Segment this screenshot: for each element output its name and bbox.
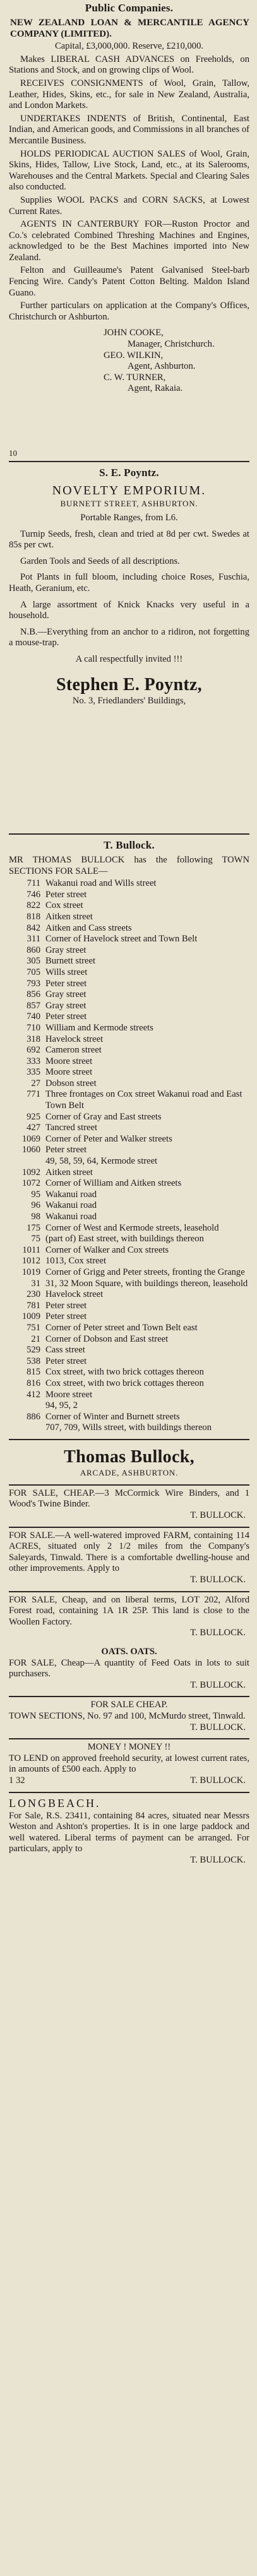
section-number: 711 — [27, 878, 40, 889]
signatory — [9, 373, 249, 395]
signatory-title: Agent, Ashburton. — [128, 361, 196, 372]
section-number: 335 — [27, 1067, 40, 1078]
signatory-name: JOHN COOKE, — [104, 328, 164, 338]
section-row — [9, 979, 249, 990]
section-number: 427 — [27, 1123, 40, 1133]
signatory-title: Manager, Christchurch. — [128, 339, 215, 350]
poyntz-address2: No. 3, Friedlanders' Buildings, — [72, 695, 186, 706]
longbeach-header: LONGBEACH. — [9, 1796, 101, 1810]
section-location: Corner of William and Aitken streets — [45, 1178, 182, 1189]
oats-text: FOR SALE, Cheap—A quantity of Feed Oats in lots to suit purchasers. — [9, 1657, 249, 1679]
section-location: Cass street — [45, 1345, 85, 1356]
section-number: 1019 — [21, 1267, 40, 1277]
section-row — [9, 1078, 249, 1090]
section-row — [9, 1001, 249, 1012]
cheap-ad — [9, 1697, 249, 1739]
poyntz-ad — [9, 480, 249, 835]
section-number: 230 — [27, 1289, 40, 1300]
poyntz-paragraph: Pot Plants in full bloom, including choice Roses, Fuschia, Heath, Geranium, etc. — [9, 572, 249, 593]
for-sale-text: FOR SALE, Cheap, and on liberal terms, LOT 202, Alford Forest road, containing 1A 1R 25P. This land is close to the Woollen Factory. — [9, 1594, 249, 1627]
section-number: 96 — [31, 1200, 40, 1211]
section-row — [9, 1323, 249, 1334]
section-location: 31, 32 Moon Square, with buildings thereon, leasehold — [45, 1278, 248, 1289]
section-number: 781 — [27, 1300, 40, 1311]
oats-header: OATS. OATS. — [101, 1647, 157, 1657]
oats-ad — [9, 1644, 249, 1697]
section-location: Cox street, with two brick cottages thereon — [45, 1378, 204, 1388]
poyntz-paragraph: Garden Tools and Seeds of all descriptions. — [20, 556, 180, 566]
section-location: (part of) East street, with buildings thereon — [45, 1234, 204, 1244]
signatory-name: GEO. WILKIN, — [104, 350, 164, 361]
section-location: Tancred street — [45, 1123, 98, 1133]
section-location: Peter street — [45, 1311, 87, 1322]
section-location: Wakanui road — [45, 1212, 97, 1222]
nz-loan-capital: Capital, £3,000,000. Reserve, £210,000. — [54, 41, 204, 52]
poyntz-paragraphs — [9, 529, 249, 665]
section-location: Gray street — [45, 945, 87, 955]
section-location: Moore street — [45, 1067, 93, 1078]
section-row — [9, 1390, 249, 1401]
section-number: 886 — [27, 1411, 40, 1422]
section-location: Wakanui road — [45, 1200, 97, 1211]
section-location: Havelock street — [45, 1034, 104, 1044]
bullock-name-ad — [9, 1440, 249, 1486]
bullock-address: ARCADE, ASHBURTON. — [80, 1467, 179, 1477]
section-number — [9, 1400, 45, 1412]
section-row — [9, 945, 249, 957]
longbeach-ad — [9, 1793, 249, 1871]
bullock-sections-list — [9, 878, 249, 1434]
section-location: Burnett street — [45, 956, 96, 967]
money-text: TO LEND on approved freehold security, at lowest current rates, in amounts of £500 each. Apply to — [9, 1753, 249, 1775]
bullock-sections-ad — [9, 852, 249, 1440]
for-sale-sign: T. BULLOCK. — [190, 1575, 246, 1585]
section-location: Gray street — [45, 1000, 87, 1011]
section-number: 31 — [31, 1278, 40, 1289]
section-row — [9, 923, 249, 934]
section-row — [9, 1412, 249, 1423]
bullock-name: Thomas Bullock, — [64, 1446, 194, 1467]
section-location: 49, 58, 59, 64, Kermode street — [45, 1156, 158, 1167]
section-row — [9, 900, 249, 912]
section-number: 95 — [31, 1189, 40, 1200]
poyntz-heading: S. E. Poyntz. — [99, 467, 159, 479]
section-location: Peter street — [45, 889, 87, 900]
section-row — [9, 1422, 249, 1434]
poyntz-paragraph: A large assortment of Knick Knacks very useful in a household. — [9, 599, 249, 621]
section-number: 793 — [27, 978, 40, 989]
section-number: 857 — [27, 1000, 40, 1011]
section-location: Cox street — [45, 900, 83, 911]
bullock-intro: MR THOMAS BULLOCK has the following TOWN SECTIONS FOR SALE— — [9, 855, 249, 876]
section-location: Wills street — [45, 967, 88, 977]
section-number: 529 — [27, 1345, 40, 1356]
section-number: 175 — [27, 1222, 40, 1233]
poyntz-address: BURNETT STREET, ASHBURTON. — [60, 499, 198, 508]
nz-loan-paragraph: Supplies WOOL PACKS and CORN SACKS, at Lowest Current Rates. — [9, 194, 249, 217]
section-number: 746 — [27, 889, 40, 900]
section-row — [9, 1267, 249, 1279]
section-number: 305 — [27, 956, 40, 967]
section-row — [9, 1212, 249, 1223]
section-location: Wakanui road — [45, 1189, 97, 1200]
money-ref: 1 32 — [9, 1775, 25, 1786]
section-number: 710 — [27, 1022, 40, 1033]
section-row — [9, 1356, 249, 1368]
for-sale-text: FOR SALE, CHEAP.—3 McCormick Wire Binders, and 1 Wood's Twine Binder. — [9, 1488, 249, 1510]
nz-loan-paragraph: UNDERTAKES INDENTS of British, Continental, East Indian, and American goods, and Commissions in all branches of Mercantile Business. — [9, 113, 249, 146]
money-footer — [9, 1775, 249, 1787]
section-number: 1072 — [21, 1178, 40, 1189]
section-number: 75 — [31, 1234, 40, 1244]
nz-loan-paragraph: HOLDS PERIODICAL AUCTION SALES of Wool, Grain, Skins, Hides, Tallow, Live Stock, Land, etc., at its Salerooms, Warehouses and the Central Markets. Special and Clearing Sales also conducted. — [9, 148, 249, 193]
section-row — [9, 1190, 249, 1201]
section-number: 740 — [27, 1011, 40, 1022]
section-location: Corner of Gray and East streets — [45, 1111, 162, 1122]
section-number: 1009 — [21, 1311, 40, 1322]
section-number: 1069 — [21, 1133, 40, 1144]
section-row — [9, 1167, 249, 1179]
section-row — [9, 1011, 249, 1023]
section-location: Aitken street — [45, 911, 93, 922]
section-location: Corner of Peter street and Town Belt east — [45, 1322, 198, 1333]
money-header: MONEY ! MONEY !! — [87, 1742, 171, 1753]
nz-loan-signatories — [9, 328, 249, 395]
nz-loan-paragraph: AGENTS IN CANTERBURY FOR—Ruston Proctor and Co.'s celebrated Combined Threshing Machines and Engines, acknowledged to be the Best Machines imported into New Zealand. — [9, 219, 249, 263]
section-row — [9, 1378, 249, 1390]
section-row — [9, 1200, 249, 1212]
section-row — [9, 1123, 249, 1134]
section-location: Corner of Grigg and Peter streets, fronting the Grange — [45, 1267, 245, 1277]
section-row — [9, 1045, 249, 1056]
bullock-for-sale-ad — [9, 1486, 249, 1528]
section-location: Dobson street — [45, 1078, 97, 1088]
section-row — [9, 1156, 249, 1167]
section-row — [9, 890, 249, 901]
section-location: Corner of Havelock street and Town Belt — [45, 934, 198, 945]
page-number: 10 — [9, 448, 17, 458]
signatory — [9, 350, 249, 373]
signatory-title: Agent, Rakaia. — [128, 383, 183, 394]
section-number: 822 — [27, 900, 40, 911]
section-number: 925 — [27, 1111, 40, 1122]
section-number: 815 — [27, 1367, 40, 1378]
section-row — [9, 1279, 249, 1290]
section-location: Gray street — [45, 989, 87, 1000]
section-row — [9, 1056, 249, 1068]
poyntz-ranges: Portable Ranges, from L6. — [80, 513, 178, 523]
section-location: Corner of Winter and Burnett streets — [45, 1411, 180, 1422]
section-location: Peter street — [45, 1300, 87, 1311]
section-location: Corner of West and Kermode streets, leasehold — [45, 1222, 219, 1233]
section-location: Peter street — [45, 1356, 87, 1366]
nz-loan-paragraph: Felton and Guilleaume's Patent Galvanised Steel-barb Fencing Wire. Candy's Patent Cotton Belting. Maldon Island Guano. — [9, 265, 249, 298]
section-row — [9, 1112, 249, 1123]
poyntz-name: Stephen E. Poyntz, — [56, 674, 202, 695]
section-row — [9, 1289, 249, 1301]
section-number: 538 — [27, 1356, 40, 1366]
section-row — [9, 1245, 249, 1256]
section-row — [9, 1334, 249, 1345]
signatory-name: C. W. TURNER, — [104, 372, 166, 383]
cheap-text: TOWN SECTIONS, No. 97 and 100, McMurdo street, Tinwald. — [9, 1710, 246, 1721]
section-row — [9, 1145, 249, 1156]
section-location: Corner of Dobson and East street — [45, 1333, 169, 1344]
cheap-header: FOR SALE CHEAP. — [90, 1700, 168, 1710]
money-sign: T. BULLOCK. — [190, 1775, 246, 1786]
section-row — [9, 1223, 249, 1234]
signatory — [9, 328, 249, 350]
section-location: Peter street — [45, 1011, 87, 1022]
poyntz-paragraph: Turnip Seeds, fresh, clean and tried at 8d per cwt. Swedes at 85s per cwt. — [9, 528, 249, 551]
nz-loan-paragraphs — [9, 54, 249, 323]
section-location: Aitken street — [45, 1167, 93, 1178]
oats-sign: T. BULLOCK. — [190, 1679, 246, 1690]
nz-loan-paragraph: Makes LIBERAL CASH ADVANCES on Freeholds, on Stations and Stock, and on growing clips of Wool. — [9, 54, 249, 76]
section-location: Moore street — [45, 1389, 93, 1400]
section-number: 816 — [27, 1378, 40, 1388]
section-location: 94, 95, 2 — [45, 1400, 78, 1411]
section-location: 1013, Cox street — [45, 1256, 107, 1267]
section-row — [9, 1023, 249, 1034]
section-row — [9, 1400, 249, 1412]
section-row — [9, 1034, 249, 1046]
section-number: 705 — [27, 967, 40, 977]
bullock-ads — [9, 1486, 249, 1644]
for-sale-text: FOR SALE.—A well-watered improved FARM, containing 114 ACRES, situated only 2 1/2 miles from the Company's Saleyards, Tinwald. There is a comfortable dwelling-house and other improvements. Apply to — [9, 1530, 249, 1574]
section-number: 818 — [27, 911, 40, 922]
section-number: 771 — [27, 1089, 40, 1100]
nz-loan-headline-text: NEW ZEALAND LOAN & MERCANTILE AGENCY COMPANY (LIMITED). — [10, 18, 249, 39]
section-number: 27 — [31, 1078, 40, 1088]
section-row — [9, 1067, 249, 1078]
section-row — [9, 912, 249, 923]
section-row — [9, 878, 249, 890]
section-location: 707, 709, Wills street, with buildings thereon — [45, 1422, 212, 1433]
section-row — [9, 1134, 249, 1145]
section-row — [9, 956, 249, 967]
section-number: 318 — [27, 1034, 40, 1044]
nz-loan-paragraph: Further particulars on application at the Company's Offices, Christchurch or Ashburton. — [9, 301, 249, 322]
section-row — [9, 1256, 249, 1267]
nz-loan-paragraph: RECEIVES CONSIGNMENTS of Wool, Grain, Tallow, Leather, Hides, Skins, etc., for sale in New Zealand, Australia, and London Markets. — [9, 78, 249, 111]
section-heading: Public Companies. — [85, 2, 174, 14]
section-row — [9, 967, 249, 979]
section-number: 692 — [27, 1045, 40, 1056]
section-number: 856 — [27, 989, 40, 1000]
section-number: 1012 — [21, 1256, 40, 1267]
section-row — [9, 1234, 249, 1245]
section-location: Peter street — [45, 978, 87, 989]
section-location: Wakanui road and Wills street — [45, 878, 157, 889]
bullock-for-sale-ad — [9, 1592, 249, 1644]
section-number: 21 — [31, 1333, 40, 1344]
poyntz-paragraph: N.B.—Everything from an anchor to a ridiron, not forgetting a mouse-trap. — [9, 626, 249, 648]
section-location: Corner of Walker and Cox streets — [45, 1244, 169, 1255]
section-row — [9, 989, 249, 1001]
section-location: Moore street — [45, 1056, 93, 1066]
cheap-sign: T. BULLOCK. — [190, 1722, 246, 1732]
section-location: Three frontages on Cox street Wakanui road and East Town Belt — [45, 1089, 242, 1111]
poyntz-paragraph: A call respectfully invited !!! — [75, 653, 183, 664]
section-row — [9, 1089, 249, 1111]
bullock-heading: T. Bullock. — [104, 839, 155, 851]
section-row — [9, 1301, 249, 1312]
longbeach-text: For Sale, R.S. 23411, containing 84 acres, situated near Messrs Weston and Ashton's properties. It is in one large paddock and well watered. Liberal terms of payment can be arranged. For particulars, apply to — [9, 1810, 249, 1854]
section-number: 1060 — [21, 1145, 40, 1155]
section-row — [9, 1345, 249, 1356]
section-number: 1011 — [22, 1244, 40, 1255]
section-location: Corner of Peter and Walker streets — [45, 1133, 172, 1144]
section-number — [9, 1422, 45, 1434]
nz-loan-headline — [9, 18, 249, 40]
section-number — [9, 1156, 45, 1167]
section-number: 1092 — [21, 1167, 40, 1178]
section-row — [9, 1311, 249, 1323]
poyntz-title: NOVELTY EMPORIUM. — [52, 484, 206, 498]
bullock-for-sale-ad — [9, 1528, 249, 1592]
section-location: William and Kermode streets — [45, 1022, 153, 1033]
section-location: Cameron street — [45, 1045, 102, 1056]
section-number: 333 — [27, 1056, 40, 1066]
section-location: Peter street — [45, 1145, 87, 1155]
section-number: 412 — [27, 1389, 40, 1400]
longbeach-sign: T. BULLOCK. — [190, 1854, 246, 1865]
section-row — [9, 1178, 249, 1190]
section-location: Havelock street — [45, 1289, 104, 1300]
section-number: 751 — [27, 1322, 40, 1333]
nz-loan-ad — [9, 15, 249, 462]
money-ad — [9, 1739, 249, 1792]
section-location: Aitken and Cass streets — [45, 922, 132, 933]
for-sale-sign: T. BULLOCK. — [190, 1510, 246, 1521]
section-number: 842 — [27, 922, 40, 933]
section-row — [9, 1367, 249, 1378]
for-sale-sign: T. BULLOCK. — [190, 1628, 246, 1638]
section-number: 860 — [27, 945, 40, 955]
section-row — [9, 934, 249, 945]
section-number: 98 — [31, 1212, 40, 1222]
section-location: Cox street, with two brick cottages thereon — [45, 1367, 204, 1378]
section-number: 311 — [27, 934, 40, 945]
